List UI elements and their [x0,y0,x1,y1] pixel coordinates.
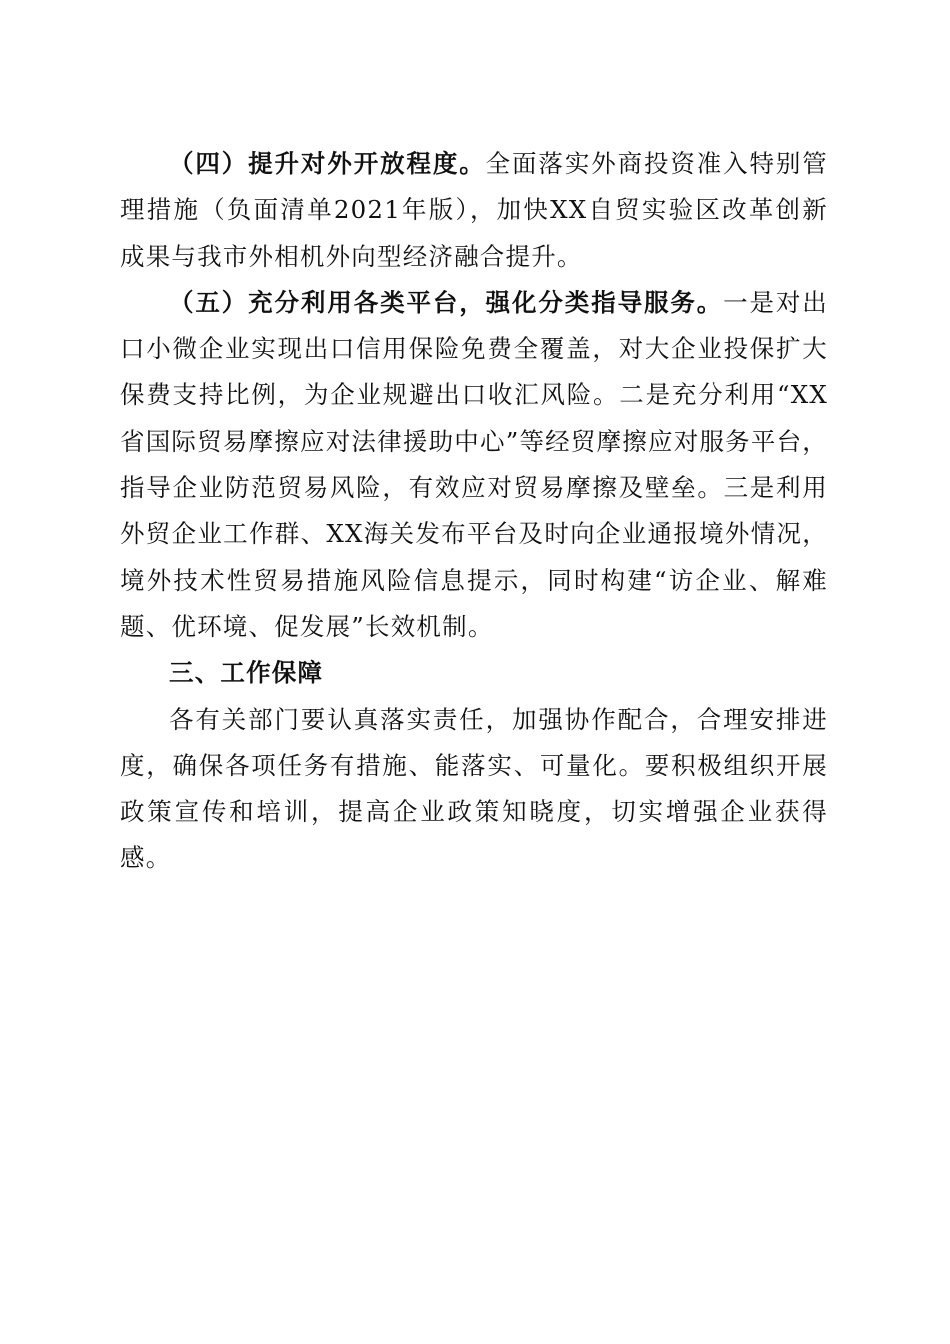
paragraph-section-4 [120,141,828,280]
section-5-lead: （五）充分利用各类平台，强化分类指导服务。 [169,287,724,317]
section-heading-work-guarantee: 三、工作保障 [169,658,324,688]
section-4-body: 全面落实外商投资准入特别管理措施（负面清单2021年版），加快XX自贸实验区改革创新成果与我市外相机外向型经济融合提升。 [120,149,828,271]
paragraph-section-5 [120,280,828,650]
document-page [120,141,828,882]
section-5-body: 一是对出口小微企业实现出口信用保险免费全覆盖，对大企业投保扩大保费支持比例，为企业规避出口收汇风险。二是充分利用“XX省国际贸易摩擦应对法律援助中心”等经贸摩擦应对服务平台，指导企业防范贸易风险，有效应对贸易摩擦及壁垒。三是利用外贸企业工作群、XX海关发布平台及时向企业通报境外情况，境外技术性贸易措施风险信息提示，同时构建“访企业、解难题、优环境、促发展”长效机制。 [120,287,828,641]
section-4-lead: （四）提升对外开放程度。 [169,149,486,178]
paragraph-closing: 各有关部门要认真落实责任，加强协作配合，合理安排进度，确保各项任务有措施、能落实、可量化。要积极组织开展政策宣传和培训，提高企业政策知晓度，切实增强企业获得感。 [120,704,828,873]
